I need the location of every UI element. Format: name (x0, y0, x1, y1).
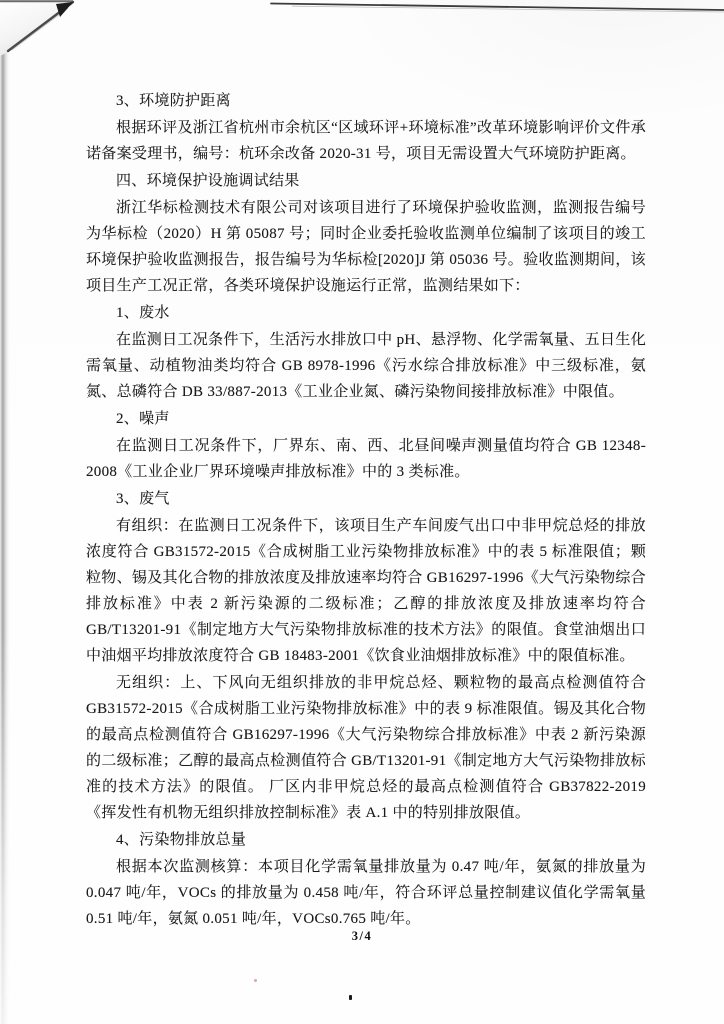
scan-speck (254, 979, 257, 982)
section-heading: 1、废水 (116, 305, 170, 321)
body-paragraph: 浙江华标检测技术有限公司对该项目进行了环境保护验收监测，监测报告编号为华标检（2020）H 第 05087 号；同时企业委托验收监测单位编制了该项目的竣工环境保护验收监测报告，报告编号为华标检[2020]J 第 05036 号。验收监测期间，该项目生产工况正常，各类环境保护设施运行正常，监测结果如下： (86, 200, 646, 294)
document-content (86, 88, 646, 933)
scan-top-edge-line (0, 0, 724, 16)
scan-speck (349, 995, 352, 1000)
body-paragraph: 无组织：上、下风向无组织排放的非甲烷总烃、颗粒物的最高点检测值符合 GB31572-2015《合成树脂工业污染物排放标准》中的表 9 标准限值。锡及其化合物的最高点检测值符合 GB16297-1996《大气污染物综合排放标准》中表 2 新污染源的二级标准；乙醇的最高点检测值符合 GB/T13201-91《制定地方大气污染物排放标准的技术方法》的限值。 厂区内非甲烷总烃的最高点检测值符合 GB37822-2019《挥发性有机物无组织排放控制标准》表 A.1 中的特别排放限值。 (86, 675, 646, 821)
body-paragraph: 在监测日工况条件下，厂界东、南、西、北昼间噪声测量值均符合 GB 12348-2008《工业企业厂界环境噪声排放标准》中的 3 类标准。 (86, 438, 646, 480)
section-heading: 2、噪声 (116, 411, 170, 427)
body-paragraph: 根据环评及浙江省杭州市余杭区“区域环评+环境标准”改革环境影响评价文件承诺备案受理书，编号：杭环余改备 2020-31 号，项目无需设置大气环境防护距离。 (86, 120, 646, 162)
section-heading: 3、环境防护距离 (116, 93, 231, 109)
body-paragraph: 根据本次监测核算：本项目化学需氧量排放量为 0.47 吨/年，氨氮的排放量为 0.047 吨/年，VOCs 的排放量为 0.458 吨/年，符合环评总量控制建议值化学需氧量 0.51 吨/年，氨氮 0.051 吨/年，VOCs0.765 吨/年。 (86, 859, 646, 927)
section-heading: 4、污染物排放总量 (116, 832, 247, 848)
page-number: 3/4 (351, 929, 373, 943)
page-left-edge-shadow (0, 0, 10, 1024)
body-paragraph: 在监测日工况条件下，生活污水排放口中 pH、悬浮物、化学需氧量、五日生化需氧量、动植物油类均符合 GB 8978-1996《污水综合排放标准》中三级标准，氨氮、总磷符合 DB 33/887-2013《工业企业氮、磷污染物间接排放标准》中限值。 (86, 332, 646, 400)
section-heading: 四、环境保护设施调试结果 (116, 173, 300, 189)
section-heading: 3、废气 (116, 491, 170, 507)
body-paragraph: 有组织：在监测日工况条件下，该项目生产车间废气出口中非甲烷总烃的排放浓度符合 GB31572-2015《合成树脂工业污染物排放标准》中的表 5 标准限值；颗粒物、锡及其化合物的排放浓度及排放速率均符合 GB16297-1996《大气污染物综合排放标准》中表 2 新污染源的二级标准；乙醇的排放浓度及排放速率均符合 GB/T13201-91《制定地方大气污染物排放标准的技术方法》的限值。食堂油烟出口中油烟平均排放浓度符合 GB 18483-2001《饮食业油烟排放标准》中的限值标准。 (86, 518, 646, 664)
